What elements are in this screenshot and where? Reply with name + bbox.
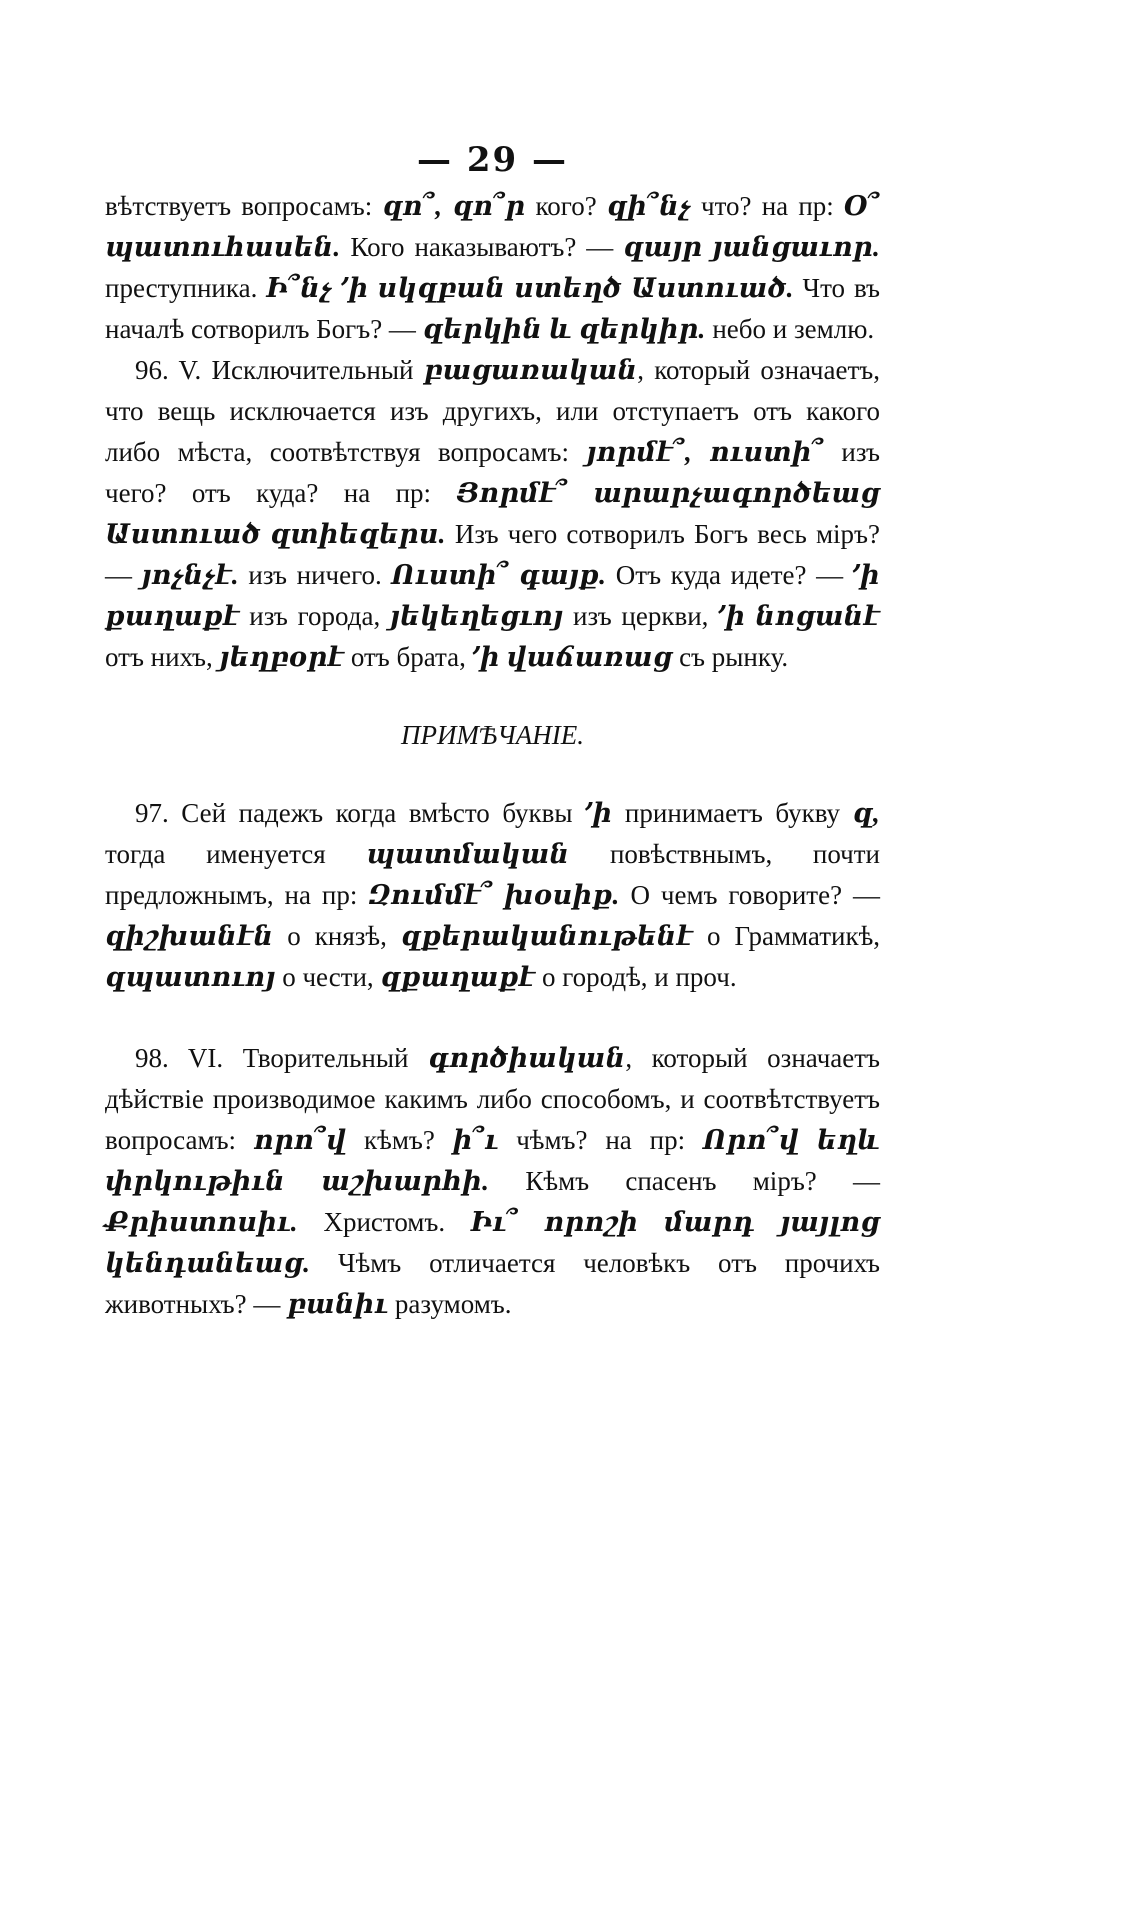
armenian-word: Ուստի՞ գայք. [391,560,607,590]
russian-text: Что въ началѣ сотворилъ Богъ? — [105,273,880,344]
armenian-word: գործիական [428,1043,626,1073]
russian-text: отъ нихъ, [105,642,220,672]
armenian-word: բանիւ [287,1289,389,1319]
russian-text: Кѣмъ спасенъ міръ? — [489,1166,880,1196]
russian-text: Изъ чего сотворилъ Богъ весь міръ? — [105,519,881,590]
armenian-word: բացառական [423,355,638,385]
russian-text: повѣствнымъ, почти предложнымъ, на пр: [105,839,880,910]
armenian-word: զիշխանէն [105,921,274,951]
armenian-word: զքերականութենէ [400,921,693,951]
russian-text: Чѣмъ отличается человѣкъ отъ прочихъ животныхъ? — [105,1248,880,1319]
armenian-word: Ի՞նչ ՚ի սկզբան ստեղծ Աստուած. [266,273,794,303]
paragraph-continued [105,186,880,350]
russian-text: , который означаетъ, что вещь исключается изъ другихъ, или отступаетъ отъ какого либо мѣста, соотвѣтствуя вопросамъ: [105,355,880,467]
armenian-word: զո՞, զո՞ր [382,191,526,221]
armenian-word: որո՞վ [253,1125,347,1155]
russian-text: Кого наказываютъ? — [340,232,624,262]
armenian-word: զայր յանցաւոր. [623,232,881,262]
armenian-word: զերկին և զերկիր. [422,314,706,344]
armenian-word: ՚ի վաճառաց [472,642,673,672]
armenian-word: յեղբօրէ [219,642,345,672]
armenian-word: ՚ի նոցանէ [718,601,880,631]
russian-text: о городѣ, и проч. [535,962,737,992]
armenian-word: Յորմէ՞ արարչագործեաց Աստուած զտիեզերս. [105,478,880,549]
russian-text: кѣмъ? [346,1125,453,1155]
russian-text: чѣмъ? на пр: [498,1125,703,1155]
paragraph-98-instrumental [105,1038,880,1325]
russian-text: 97. Сей падежъ когда вмѣсто буквы [135,798,586,828]
russian-text: съ рынку. [672,642,789,672]
russian-text: , который означаетъ дѣйствіе производимое какимъ либо способомъ, и соотвѣтствуетъ вопросамъ: [105,1043,881,1155]
section-heading-note: ПРИМѢЧАНІЕ. [400,720,585,750]
armenian-word: ՚ի [585,798,613,828]
russian-text: о князѣ, [273,921,401,951]
armenian-word: Որո՞վ եղև փրկութիւն աշխարհի. [105,1125,880,1196]
paragraph-96-ablative [105,350,880,678]
russian-text: вѣтствуетъ вопросамъ: [105,191,383,221]
russian-text: изъ церкви, [563,601,719,631]
armenian-word: զ, [852,798,880,828]
russian-text: изъ чего? отъ куда? на пр: [105,437,880,508]
russian-text: разумомъ. [388,1289,512,1319]
armenian-word: Իւ՞ որոշի մարդ յայլոց կենդանեաց. [105,1207,880,1278]
armenian-word: զի՞նչ [606,191,691,221]
armenian-word: յոչնչէ. [141,560,239,590]
russian-text: небо и землю. [705,314,875,344]
russian-text: что? на пр: [690,191,845,221]
russian-text: изъ ничего. [238,560,392,590]
russian-text: о чести, [275,962,381,992]
russian-text: о Грамматикѣ, [692,921,880,951]
paragraph-97-note [105,793,880,998]
russian-text: принимаетъ букву [612,798,853,828]
armenian-word: յեկեղեցւոյ [390,601,564,631]
russian-text: отъ брата, [344,642,473,672]
russian-text: Отъ куда идете? — [606,560,853,590]
book-page [105,140,880,1500]
armenian-word: Զումմէ՞ խօսիք. [368,880,620,910]
armenian-word: Օ՞ պատուհասեն. [105,191,881,262]
armenian-word: Քրիստոսիւ. [105,1207,298,1237]
russian-text: 96. V. Исключительный [135,355,424,385]
russian-text: кого? [525,191,607,221]
armenian-word: պատմական [366,839,570,869]
russian-text: 98. VI. Творительный [135,1043,429,1073]
paragraph-gap [105,998,880,1038]
russian-text: преступника. [105,273,267,303]
page-number: — 29 — [417,140,568,180]
armenian-word: զպատուոյ [105,962,276,992]
armenian-word: ՚ի քաղաքէ [105,560,881,631]
armenian-word: ի՞ւ [452,1125,499,1155]
armenian-word: յորմէ՞, ուստի՞ [586,437,824,467]
russian-text: изъ города, [239,601,391,631]
russian-text: О чемъ говорите? — [619,880,880,910]
russian-text: Христомъ. [297,1207,471,1237]
russian-text: тогда именуется [105,839,367,869]
armenian-word: զքաղաքէ [380,962,536,992]
